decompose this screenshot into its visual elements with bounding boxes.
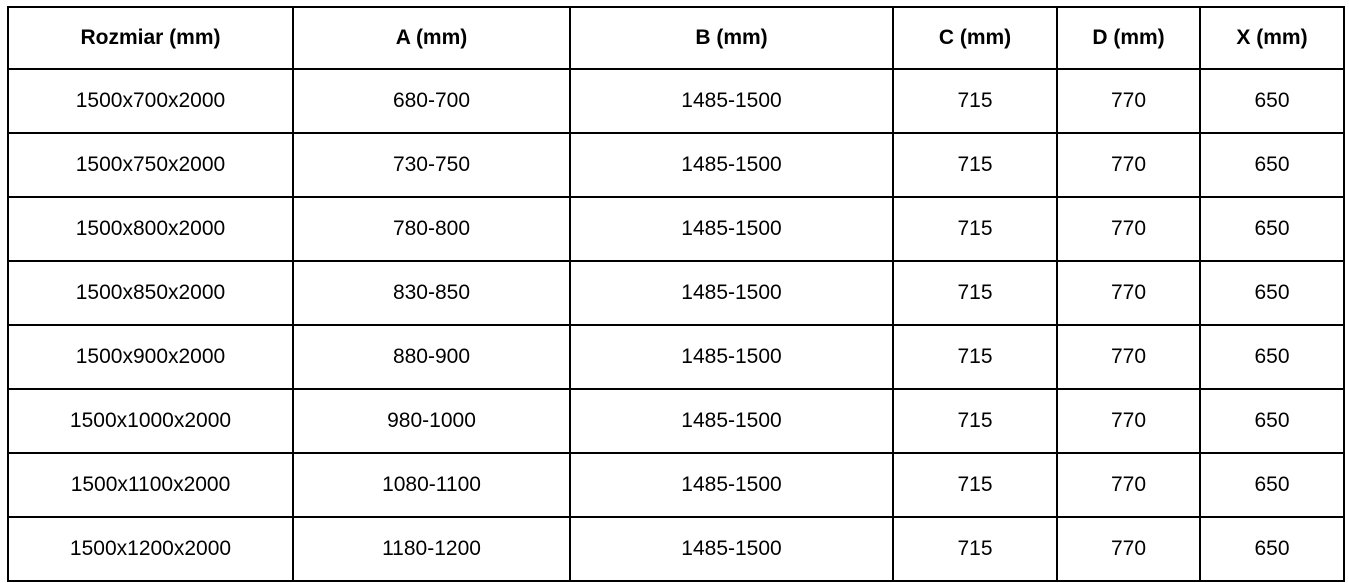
cell-d: 770 — [1057, 133, 1200, 197]
table-row — [8, 389, 1344, 453]
table-row — [8, 453, 1344, 517]
cell-c: 715 — [893, 197, 1057, 261]
cell-x: 650 — [1200, 517, 1344, 581]
cell-b: 1485-1500 — [570, 197, 893, 261]
table-row — [8, 69, 1344, 133]
cell-rozmiar: 1500x850x2000 — [8, 261, 293, 325]
table-header-row — [8, 7, 1344, 69]
cell-b: 1485-1500 — [570, 133, 893, 197]
cell-b: 1485-1500 — [570, 453, 893, 517]
cell-d: 770 — [1057, 197, 1200, 261]
column-header-d: D (mm) — [1057, 7, 1200, 69]
table-row — [8, 197, 1344, 261]
column-header-c: C (mm) — [893, 7, 1057, 69]
cell-d: 770 — [1057, 517, 1200, 581]
column-header-a: A (mm) — [293, 7, 570, 69]
cell-x: 650 — [1200, 261, 1344, 325]
cell-c: 715 — [893, 453, 1057, 517]
cell-rozmiar: 1500x800x2000 — [8, 197, 293, 261]
cell-c: 715 — [893, 133, 1057, 197]
cell-c: 715 — [893, 517, 1057, 581]
cell-b: 1485-1500 — [570, 69, 893, 133]
cell-b: 1485-1500 — [570, 389, 893, 453]
table-row — [8, 261, 1344, 325]
column-header-b: B (mm) — [570, 7, 893, 69]
column-header-rozmiar: Rozmiar (mm) — [8, 7, 293, 69]
cell-x: 650 — [1200, 69, 1344, 133]
cell-rozmiar: 1500x1000x2000 — [8, 389, 293, 453]
cell-a: 1180-1200 — [293, 517, 570, 581]
cell-a: 880-900 — [293, 325, 570, 389]
cell-a: 1080-1100 — [293, 453, 570, 517]
cell-x: 650 — [1200, 389, 1344, 453]
table-row — [8, 133, 1344, 197]
table-row — [8, 325, 1344, 389]
cell-x: 650 — [1200, 453, 1344, 517]
cell-a: 780-800 — [293, 197, 570, 261]
cell-rozmiar: 1500x1100x2000 — [8, 453, 293, 517]
cell-d: 770 — [1057, 453, 1200, 517]
cell-b: 1485-1500 — [570, 325, 893, 389]
cell-x: 650 — [1200, 197, 1344, 261]
cell-d: 770 — [1057, 389, 1200, 453]
cell-c: 715 — [893, 261, 1057, 325]
cell-c: 715 — [893, 389, 1057, 453]
cell-b: 1485-1500 — [570, 261, 893, 325]
cell-a: 830-850 — [293, 261, 570, 325]
cell-rozmiar: 1500x900x2000 — [8, 325, 293, 389]
cell-b: 1485-1500 — [570, 517, 893, 581]
cell-a: 680-700 — [293, 69, 570, 133]
cell-a: 980-1000 — [293, 389, 570, 453]
cell-rozmiar: 1500x1200x2000 — [8, 517, 293, 581]
cell-d: 770 — [1057, 261, 1200, 325]
column-header-x: X (mm) — [1200, 7, 1344, 69]
table-row — [8, 517, 1344, 581]
cell-x: 650 — [1200, 325, 1344, 389]
cell-c: 715 — [893, 69, 1057, 133]
cell-rozmiar: 1500x700x2000 — [8, 69, 293, 133]
cell-d: 770 — [1057, 325, 1200, 389]
cell-a: 730-750 — [293, 133, 570, 197]
cell-x: 650 — [1200, 133, 1344, 197]
dimensions-table — [7, 6, 1345, 582]
cell-rozmiar: 1500x750x2000 — [8, 133, 293, 197]
cell-c: 715 — [893, 325, 1057, 389]
cell-d: 770 — [1057, 69, 1200, 133]
